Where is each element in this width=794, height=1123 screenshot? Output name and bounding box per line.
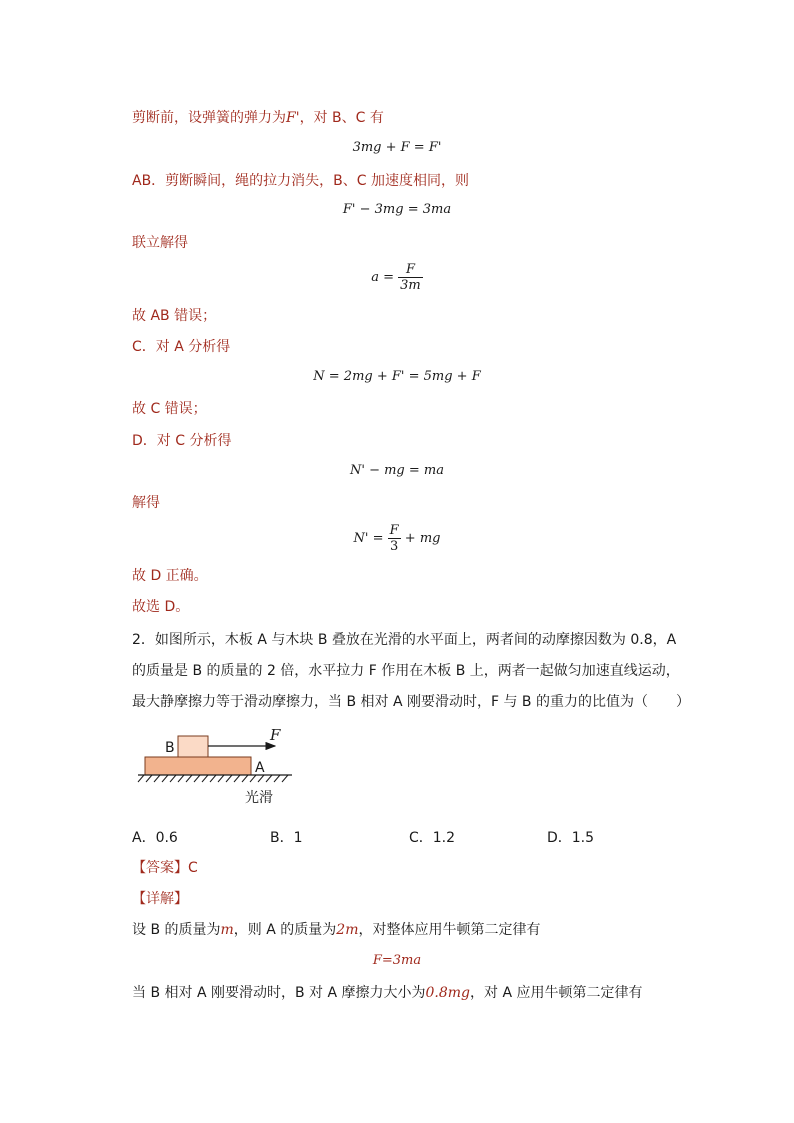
solution-text: 故选 D。	[132, 599, 190, 615]
question-stem: 的质量是 B 的质量的 2 倍，水平拉力 F 作用在木板 B 上，两者一起做匀加速直线运动，	[132, 663, 680, 679]
equation: F' − 3mg = 3ma	[342, 202, 452, 217]
label-a: A	[255, 760, 265, 776]
equation-left: a =	[371, 270, 395, 285]
solution-text: AB．剪断瞬间，绳的拉力消失，B、C 加速度相同，则	[132, 173, 470, 189]
equation-fraction	[0, 262, 794, 294]
solution-text: ，对 B、C 有	[299, 110, 384, 126]
equation-left: N' =	[353, 531, 384, 546]
fraction-numerator: F	[398, 262, 423, 278]
fraction-denominator: 3	[390, 539, 399, 554]
fraction	[398, 262, 423, 293]
detail-text-part: 设 B 的质量为	[132, 922, 221, 938]
answer: 【答案】C	[132, 860, 198, 876]
detail-text	[132, 983, 643, 1003]
question-stem: 最大静摩擦力等于滑动摩擦力，当 B 相对 A 刚要滑动时，F 与 B 的重力的比值为（ ）	[132, 694, 690, 710]
option-b[interactable]: B．1	[270, 830, 303, 846]
ground-hatching	[138, 775, 288, 782]
detail-text-part: ，则 A 的质量为	[233, 922, 337, 938]
solution-text: D．对 C 分析得	[132, 433, 232, 449]
solution-text: 故 D 正确。	[132, 568, 208, 584]
solution-text: C．对 A 分析得	[132, 339, 231, 355]
label-smooth: 光滑	[245, 790, 273, 806]
detail-text-part: ，对整体应用牛顿第二定律有	[358, 922, 541, 938]
label-f: F	[270, 726, 281, 744]
math-var: 2m	[336, 922, 359, 938]
detail-text-part: ，对 A 应用牛顿第二定律有	[470, 985, 643, 1001]
label-b: B	[165, 740, 175, 756]
equation: N' − mg = ma	[350, 463, 444, 478]
option-d[interactable]: D．1.5	[547, 830, 595, 846]
equation: 3mg + F = F'	[352, 140, 442, 155]
fraction	[388, 523, 401, 554]
fraction-numerator: F	[389, 523, 399, 538]
math-var: F'	[286, 110, 300, 126]
solution-text: 解得	[132, 495, 160, 511]
fraction-denominator: 3m	[400, 278, 421, 293]
block-diagram	[132, 726, 302, 808]
question-stem: 2．如图所示，木板 A 与木块 B 叠放在光滑的水平面上，两者间的动摩擦因数为 0.8，A	[132, 632, 677, 648]
solution-text: 故 C 错误；	[132, 401, 207, 417]
board-a	[145, 757, 251, 775]
equation-right: + mg	[404, 531, 441, 546]
option-c[interactable]: C．1.2	[409, 830, 456, 846]
text-line	[132, 108, 384, 128]
detail-text-part: 当 B 相对 A 刚要滑动时，B 对 A 摩擦力大小为	[132, 985, 426, 1001]
equation: N = 2mg + F' = 5mg + F	[313, 369, 481, 384]
option-a[interactable]: A．0.6	[132, 830, 178, 846]
solution-text: 剪断前，设弹簧的弹力为	[132, 110, 286, 126]
block-b	[178, 736, 208, 757]
math-var: 0.8mg	[425, 985, 471, 1001]
equation-fraction	[0, 522, 794, 556]
solution-text: 故 AB 错误；	[132, 308, 217, 324]
detail-title: 【详解】	[132, 891, 188, 907]
math-var: m	[220, 922, 234, 938]
solution-text: 联立解得	[132, 235, 188, 251]
detail-text	[132, 920, 540, 940]
equation: F=3ma	[372, 953, 422, 968]
